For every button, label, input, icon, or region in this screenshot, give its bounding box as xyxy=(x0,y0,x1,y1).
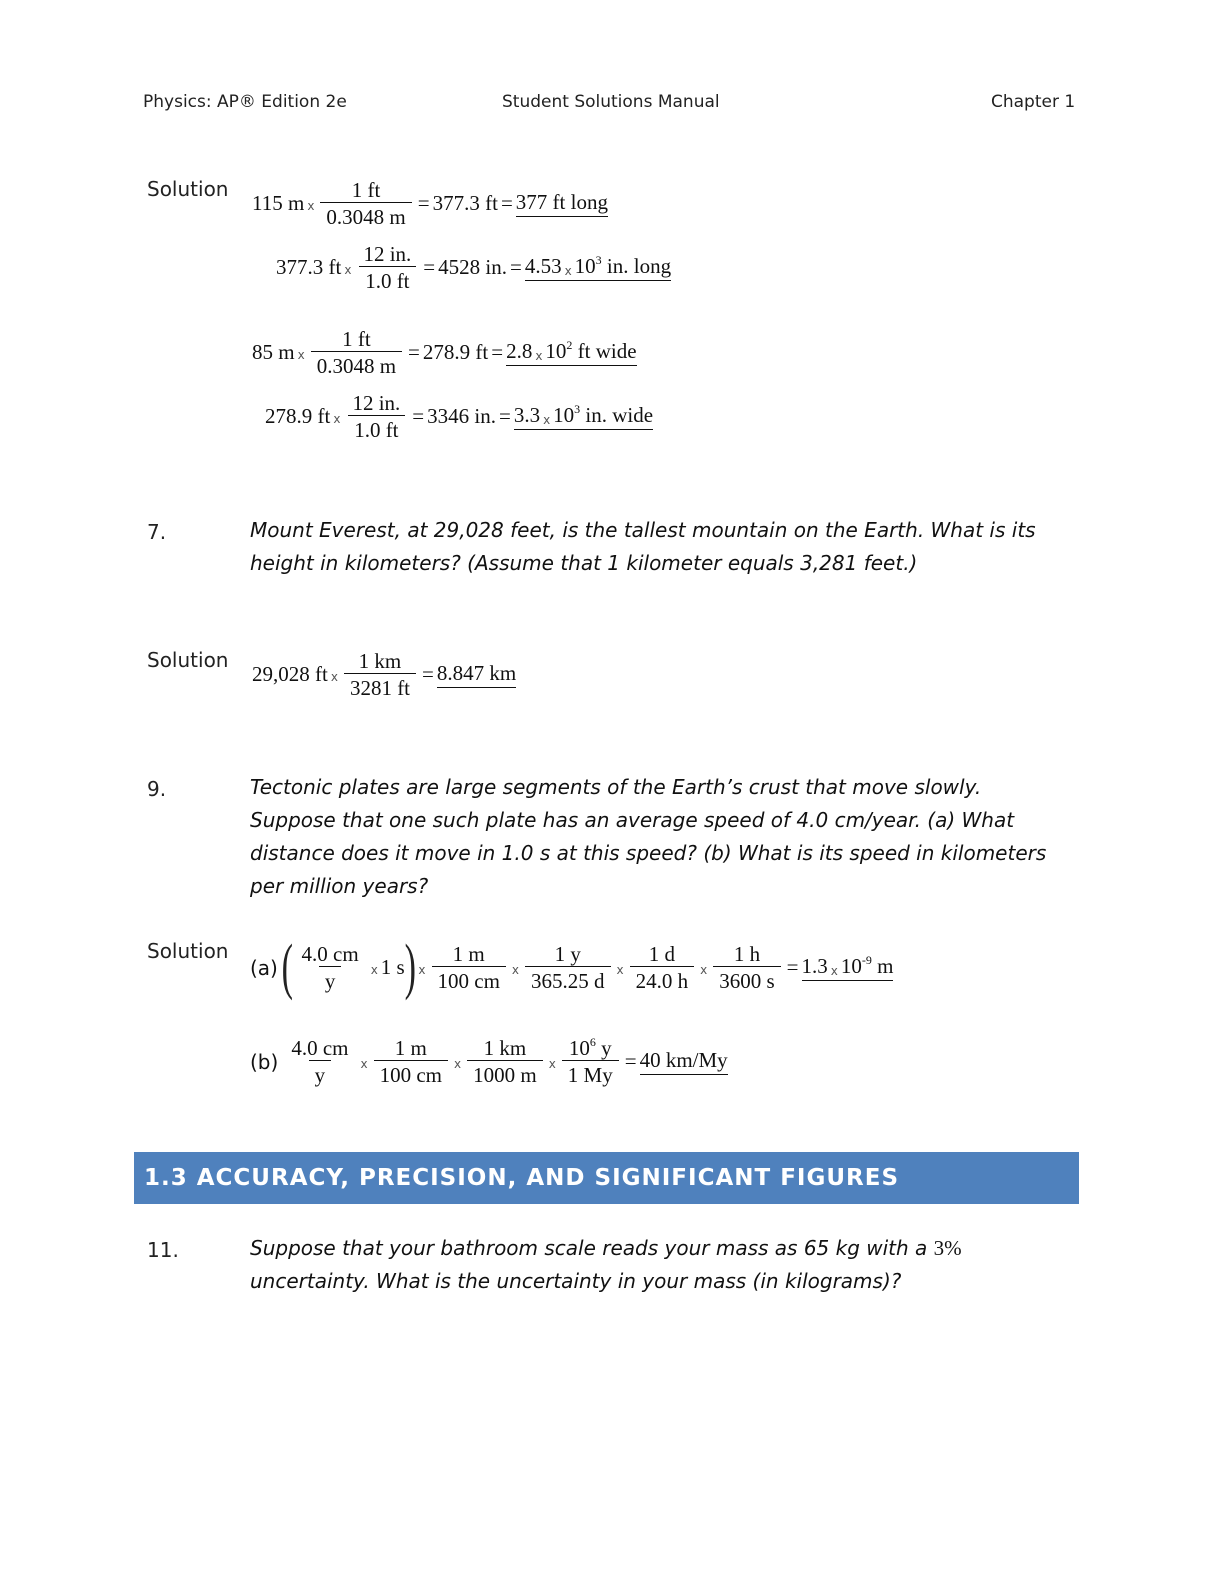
problem-number: 7. xyxy=(147,520,167,544)
header-manual-title: Student Solutions Manual xyxy=(502,92,720,112)
problem-11-text: Suppose that your bathroom scale reads your mass as 65 kg with a 3% uncertainty. What is the uncertainty in your mass (in kilograms)? xyxy=(250,1236,962,1293)
answer-everest: 8.847 km xyxy=(437,661,516,688)
answer-width-in: 3.3 x $10^3$ in. wide xyxy=(514,403,653,430)
problem-9-text: Tectonic plates are large segments of the Earth’s crust that move slowly. Suppose that one such plate has an average speed of 4.0 cm/year. (a) What distance does it move in 1.0 s at this speed? (b) What is its speed in kilometers per million years? xyxy=(250,775,1047,898)
part-a-label: (a) xyxy=(250,955,278,980)
part-b-label: (b) xyxy=(250,1049,279,1074)
equation-width-in: 278.9 ft x $\frac{12 in.}{1.0 ft}$ = 3346 in. = 3.3 x $10^3$ in. wide xyxy=(265,391,654,443)
problem-7-text: Mount Everest, at 29,028 feet, is the tallest mountain on the Earth. What is its height in kilometers? (Assume that 1 kilometer equals 3,281 feet.) xyxy=(250,518,1036,575)
solution-label: Solution xyxy=(147,939,229,963)
problem-number: 9. xyxy=(147,777,167,801)
solution-label: Solution xyxy=(147,648,229,672)
solution-label: Solution xyxy=(147,177,229,201)
problem-number: 11. xyxy=(147,1238,179,1262)
equation-length-ft: 115 m x $\frac{1 ft}{0.3048 m}$ = 377.3 ft = 377 ft long xyxy=(252,178,608,230)
answer-9b: 40 km/My xyxy=(640,1048,728,1075)
header-chapter: Chapter 1 xyxy=(991,92,1076,112)
section-heading: 1.3 ACCURACY, PRECISION, AND SIGNIFICANT FIGURES xyxy=(134,1152,1079,1204)
answer-width-ft: 2.8 x $10^2$ ft wide xyxy=(506,339,637,366)
header-book-title: Physics: AP® Edition 2e xyxy=(143,92,347,112)
equation-width-ft: 85 m x $\frac{1 ft}{0.3048 m}$ = 278.9 ft = 2.8 x $10^2$ ft wide xyxy=(252,327,637,379)
equation-everest: 29,028 ft x $\frac{1 km}{3281 ft}$ = 8.847 km xyxy=(252,649,517,701)
equation-9a: (a) ( $\frac{4.0 cm}{y}$ x 1 s ) x $\frac{1 m}{100 cm}$ x $\frac{1 y}{365.25 d}$ x $\frac{1 d}{24.0 h}$ x $\frac{1 h}{3600 s}$ = 1.3 x $10^{-9}$ m xyxy=(250,933,894,1001)
answer-length-in: 4.53 x $10^3$ in. long xyxy=(525,254,671,281)
equation-9b: (b) $\frac{4.0 cm}{y}$ x $\frac{1 m}{100 cm}$ x $\frac{1 km}{1000 m}$ x $\frac{10^6 y}{1 My}$ = 40 km/My xyxy=(250,1035,728,1088)
answer-length-ft: 377 ft long xyxy=(516,190,608,217)
equation-length-in: 377.3 ft x $\frac{12 in.}{1.0 ft}$ = 4528 in. = 4.53 x $10^3$ in. long xyxy=(276,242,672,294)
answer-9a: 1.3 x $10^{-9}$ m xyxy=(802,954,894,981)
